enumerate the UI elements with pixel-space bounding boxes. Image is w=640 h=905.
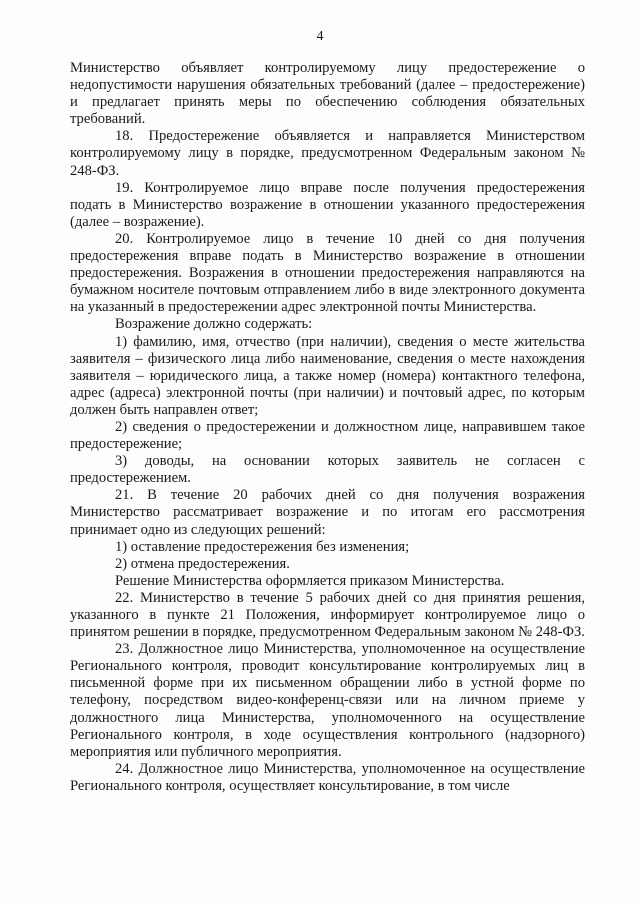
paragraph-19: 19. Контролируемое лицо вправе после получения предостережения подать в Министерство возражение в отношении указанного предостережения (далее – возражение). <box>70 179 585 230</box>
paragraph-18: 18. Предостережение объявляется и направляется Министерством контролируемому лицу в порядке, предусмотренном Федеральным законом № 248-ФЗ. <box>70 128 585 179</box>
list-item-3: 3) доводы, на основании которых заявитель не согласен с предостережением. <box>70 453 585 487</box>
decision-option-2: 2) отмена предостережения. <box>115 555 290 572</box>
paragraph-23: 23. Должностное лицо Министерства, уполномоченное на осуществление Регионального контроля, проводит консультирование контролируемых лиц в письменной форме при их письменном обращении либо в устной форме по телефону, посредством видео-конференц-связи или на личном приеме у должностного лица Министерства, уполномоченного на осуществление Регионального контроля, в ходе осуществления контрольного (надзорного) мероприятия или публичного мероприятия. <box>70 641 585 760</box>
page-number: 4 <box>316 29 324 44</box>
list-item-1: 1) фамилию, имя, отчество (при наличии), сведения о месте жительства заявителя – физического лица либо наименование, сведения о месте нахождения заявителя – юридического лица, а также номер (номера) контактного телефона, адрес (адреса) электронной почты (при наличии) и почтовый адрес, по которым должен быть направлен ответ; <box>70 333 585 418</box>
paragraph-intro: Министерство объявляет контролируемому лицу предостережение о недопустимости нарушения обязательных требований (далее – предостережение) и предлагает принять меры по обеспечению соблюдения обязательных требований. <box>70 60 585 128</box>
paragraph-24: 24. Должностное лицо Министерства, уполномоченное на осуществление Регионального контроля, осуществляет консультирование, в том числе <box>70 760 585 794</box>
decision-option-1: 1) оставление предостережения без изменения; <box>115 538 410 555</box>
paragraph-22: 22. Министерство в течение 5 рабочих дней со дня принятия решения, указанного в пункте 21 Положения, информирует контролируемое лицо о принятом решении в порядке, предусмотренном Федеральным законом № 248-ФЗ. <box>70 589 585 641</box>
list-item-2: 2) сведения о предостережении и должностном лице, направившем такое предостережение; <box>70 418 585 453</box>
paragraph-objection-content-heading: Возражение должно содержать: <box>115 316 313 333</box>
document-body <box>70 60 585 795</box>
paragraph-21: 21. В течение 20 рабочих дней со дня получения возражения Министерство рассматривает возражение и по итогам его рассмотрения принимает одно из следующих решений: <box>70 487 585 538</box>
paragraph-decision-order: Решение Министерства оформляется приказом Министерства. <box>115 572 505 589</box>
paragraph-20: 20. Контролируемое лицо в течение 10 дней со дня получения предостережения вправе подать в Министерство возражение в отношении предостережения. Возражения в отношении предостережения направляются на бумажном носителе почтовым отправлением либо в виде электронного документа на указанный в предостережении адрес электронной почты Министерства. <box>70 230 585 316</box>
